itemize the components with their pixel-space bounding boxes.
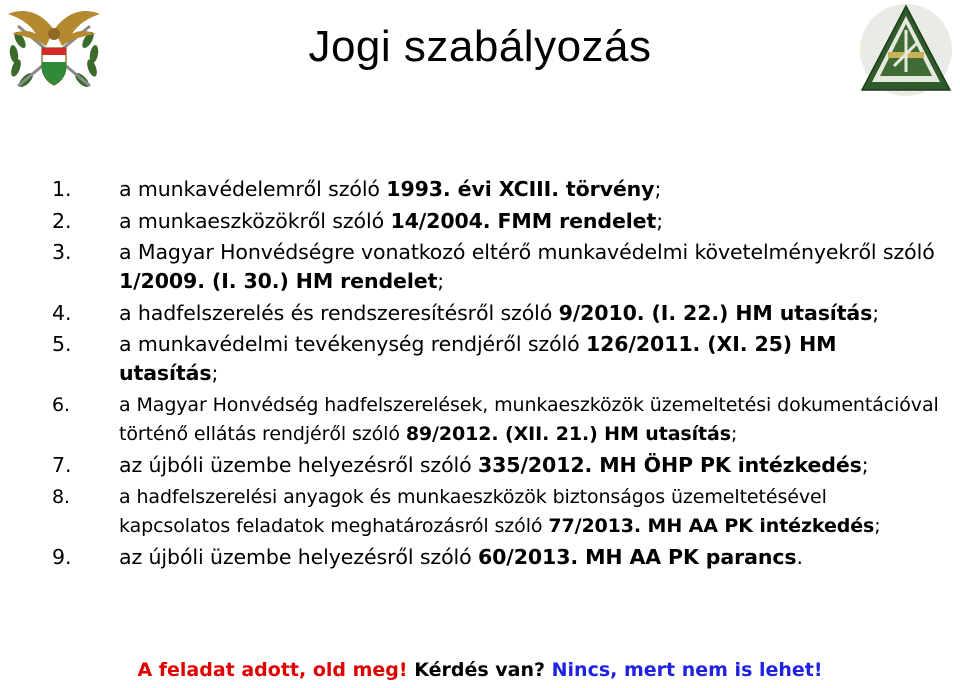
regulation-list	[52, 175, 942, 575]
list-item	[52, 238, 942, 296]
item-punct: ;	[874, 514, 881, 537]
list-item-number: 3.	[52, 240, 72, 264]
list-item-number: 5.	[52, 332, 72, 356]
footer-blue-text: Nincs, mert nem is lehet!	[545, 659, 823, 681]
item-reference: 77/2013. MH AA PK intézkedés	[548, 514, 875, 537]
item-reference: 335/2012. MH ÖHP PK intézkedés	[477, 453, 862, 477]
footer-question: Kérdés van?	[407, 659, 546, 681]
list-item-number: 8.	[52, 485, 70, 508]
item-punct: ;	[872, 300, 880, 325]
list-item-number: 9.	[52, 545, 72, 569]
item-text: a munkaeszközökről szóló	[119, 208, 391, 233]
item-reference: 126/2011. (XI. 25) HM utasítás	[119, 332, 837, 385]
list-item	[52, 299, 942, 328]
footer-red-text: A feladat adott, old meg!	[137, 659, 408, 681]
list-item-number: 2.	[52, 208, 72, 233]
list-item	[52, 543, 942, 572]
item-punct: ;	[730, 422, 738, 445]
item-text: a munkavédelemről szóló	[119, 177, 387, 201]
item-punct: .	[796, 545, 803, 569]
item-text: a munkavédelmi tevékenység rendjéről szóló	[119, 332, 586, 356]
item-text: a hadfelszerelési anyagok és munkaeszközök biztonságos üzemeltetésével kapcsolatos feladatok meghatározásról szóló	[119, 485, 827, 537]
item-reference: 9/2010. (I. 22.) HM utasítás	[558, 300, 873, 325]
list-item	[52, 330, 942, 388]
page-title: Jogi szabályozás	[308, 22, 652, 71]
list-item-number: 6.	[52, 393, 70, 416]
list-item	[52, 483, 942, 541]
item-reference: 60/2013. MH AA PK parancs	[477, 545, 797, 569]
item-text: az újbóli üzembe helyezésről szóló	[119, 545, 478, 569]
item-punct: ;	[656, 208, 664, 233]
item-reference: 1993. évi XCIII. törvény	[386, 177, 655, 201]
list-item-number: 7.	[52, 453, 72, 477]
item-text: az újbóli üzembe helyezésről szóló	[119, 453, 478, 477]
list-item	[52, 451, 942, 480]
footer-slogan	[0, 659, 960, 681]
item-punct: ;	[211, 361, 219, 385]
item-text: a Magyar Honvédség hadfelszerelések, munkaeszközök üzemeltetési dokumentációval történő ellátás rendjéről szóló	[119, 393, 939, 445]
item-reference: 89/2012. (XII. 21.) HM utasítás	[405, 422, 731, 445]
item-punct: ;	[861, 453, 869, 477]
list-item	[52, 207, 942, 236]
item-punct: ;	[654, 177, 662, 201]
list-item-number: 4.	[52, 300, 72, 325]
item-text: a hadfelszerelés és rendszeresítésről szóló	[119, 300, 559, 325]
item-text: a Magyar Honvédségre vonatkozó eltérő munkavédelmi követelményekről szóló	[119, 240, 935, 264]
item-reference: 1/2009. (I. 30.) HM rendelet	[119, 269, 438, 293]
item-punct: ;	[437, 269, 445, 293]
list-item	[52, 391, 942, 449]
list-item-number: 1.	[52, 177, 72, 201]
list-item	[52, 175, 942, 204]
item-reference: 14/2004. FMM rendelet	[390, 208, 657, 233]
